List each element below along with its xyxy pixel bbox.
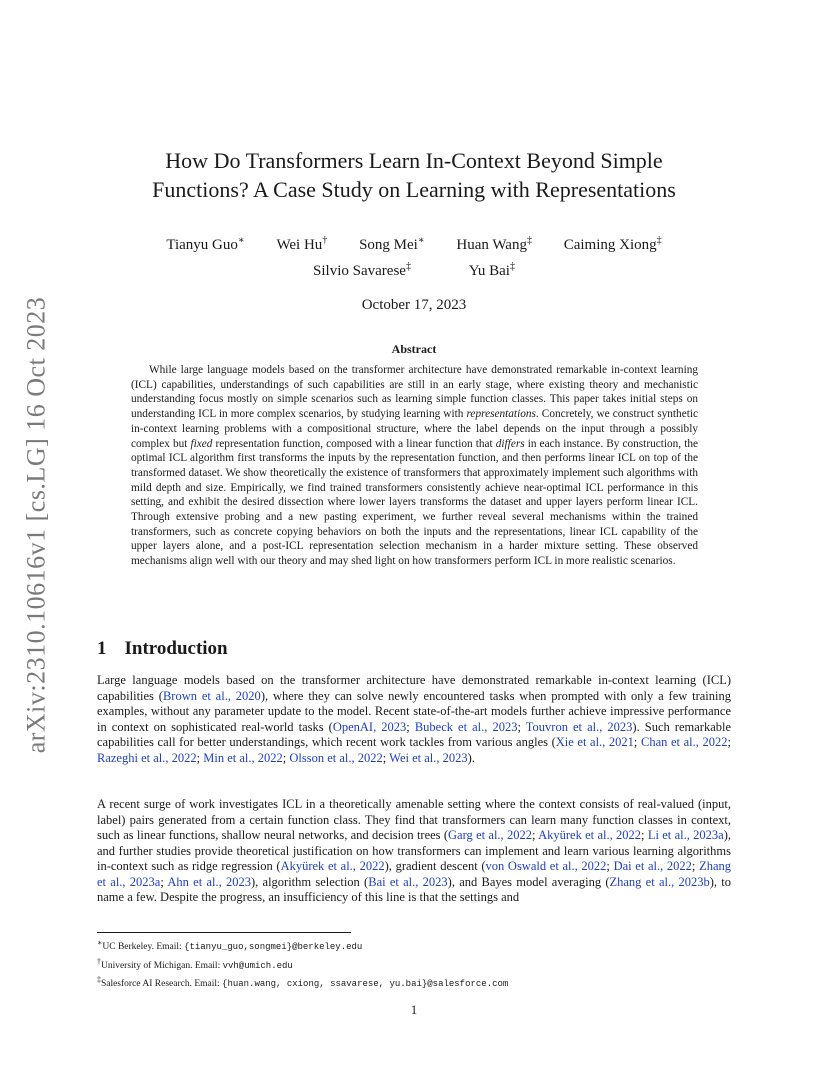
author: Silvio Savarese‡ xyxy=(313,261,411,279)
citation-link[interactable]: von Oswald et al., 2022 xyxy=(485,859,607,873)
intro-paragraph-2: A recent surge of work investigates ICL in a theoretically amenable setting where the context consists of real-valued (input, label) pairs generated from a certain function class. They find that transformers can learn many function classes in context, such as linear functions, shallow neural networks, and decision trees (Garg et al., 2022; Akyürek et al., 2022; Li et al., 2023a), and further studies provide theoretical justification on how transformers can implement and learn various learning algorithms in-context such as ridge regression (Akyürek et al., 2022), gradient descent (von Oswald et al., 2022; Dai et al., 2022; Zhang et al., 2023a; Ahn et al., 2023), algorithm selection (Bai et al., 2023), and Bayes model averaging (Zhang et al., 2023b), to name a few. Despite the progress, an insufficiency of this line is that the settings and xyxy=(97,797,732,904)
email-address: vvh@umich.edu xyxy=(222,960,293,971)
author: Huan Wang‡ xyxy=(456,235,532,253)
title-line-1: How Do Transformers Learn In-Context Beyond Simple xyxy=(165,148,663,173)
paper-title xyxy=(80,146,748,204)
author: Wei Hu† xyxy=(276,235,328,253)
citation-link[interactable]: Bai et al., 2023 xyxy=(368,874,448,889)
publication-date: October 17, 2023 xyxy=(361,297,467,313)
citation-link[interactable]: Zhang et al., 2023a xyxy=(97,859,732,889)
author-list-row-2 xyxy=(80,256,748,282)
intro-paragraph-1: Large language models based on the transformer architecture have demonstrated remarkable in-context learning (ICL) capabilities (Brown et al., 2020), where they can solve newly encountered tasks when prompted with only a few training examples, without any parameter update to the model. Recent state-of-the-art models further achieve impressive performance in context on sophisticated real-world tasks (OpenAI, 2023; Bubeck et al., 2023; Touvron et al., 2023). Such remarkable capabilities call for better understandings, which recent work tackles from various angles (Xie et al., 2021; Chan et al., 2022; Razeghi et al., 2022; Min et al., 2022; Olsson et al., 2022; Wei et al., 2023). xyxy=(97,673,732,765)
section-heading xyxy=(97,638,228,660)
email-address: {tianyu_guo,songmei}@berkeley.edu xyxy=(184,942,363,953)
citation-link[interactable]: Chan et al., 2022 xyxy=(641,735,728,749)
citation-link[interactable]: Ahn et al., 2023 xyxy=(167,874,251,889)
author: Song Mei∗ xyxy=(359,235,425,253)
citation-link[interactable]: Zhang et al., 2023b xyxy=(609,874,710,889)
author-list-row-1 xyxy=(80,230,748,256)
citation-link[interactable]: Olsson et al., 2022 xyxy=(289,750,383,765)
citation-link[interactable]: Razeghi et al., 2022 xyxy=(97,750,197,765)
author: Caiming Xiong‡ xyxy=(563,235,662,253)
citation-link[interactable]: Min et al., 2022 xyxy=(203,750,283,765)
footnotes xyxy=(97,936,737,992)
footnote-2: †University of Michigan. Email: vvh@umich.edu xyxy=(97,956,293,971)
footnote-divider xyxy=(97,932,351,933)
citation-link[interactable]: Wei et al., 2023 xyxy=(389,750,468,765)
author: Tianyu Guo∗ xyxy=(166,235,245,253)
citation-link[interactable]: Dai et al., 2022 xyxy=(613,859,692,873)
citation-link[interactable]: OpenAI, 2023 xyxy=(332,719,407,734)
citation-link[interactable]: Akyürek et al., 2022 xyxy=(538,828,642,842)
page-number: 1 xyxy=(410,1003,418,1017)
arxiv-identifier: arXiv:2310.10616v1 [cs.LG] 16 Oct 2023 xyxy=(21,296,51,754)
email-address: {huan.wang, cxiong, ssavarese, yu.bai}@salesforce.com xyxy=(222,979,509,990)
abstract-body: While large language models based on the transformer architecture have demonstrated remarkable in-context learning (ICL) capabilities, understandings of such capabilities are still in an early stage, where existing theory and mechanistic understanding focus mostly on simple scenarios such as learning simple function classes. This paper takes initial steps on understanding ICL in more complex scenarios, by studying learning with representations. Concretely, we construct synthetic in-context learning problems with a compositional structure, where the label depends on the input through a possibly complex but fixed representation function, composed with a linear function that differs in each instance. By construction, the optimal ICL algorithm first transforms the inputs by the representation function, and then performs linear ICL on top of the transformed dataset. We show theoretically the existence of transformers that approximately implement such algorithms with mild depth and size. Empirically, we find trained transformers consistently achieve near-optimal ICL performance in this setting, and exhibit the desired dissection where lower layers transforms the dataset and upper layers perform linear ICL. Through extensive probing and a new pasting experiment, we further reveal several mechanisms within the trained transformers, such as concrete copying behaviors on both the inputs and the representations, linear ICL capability of the upper layers alone, and a post-ICL representation selection mechanism in a harder mixture setting. These observed mechanisms align well with our theory and may shed light on how transformers perform ICL in more realistic scenarios. xyxy=(131,364,699,568)
section-number: 1 xyxy=(97,638,107,659)
abstract-heading: Abstract xyxy=(391,342,437,356)
citation-link[interactable]: Touvron et al., 2023 xyxy=(525,719,633,734)
citation-link[interactable]: Xie et al., 2021 xyxy=(555,735,634,749)
footnote-3: ‡Salesforce AI Research. Email: {huan.wang, cxiong, ssavarese, yu.bai}@salesforce.com xyxy=(97,975,509,990)
citation-link[interactable]: Garg et al., 2022 xyxy=(448,828,532,842)
title-line-2: Functions? A Case Study on Learning with Representations xyxy=(152,177,676,202)
author: Yu Bai‡ xyxy=(468,261,515,279)
citation-link[interactable]: Akyürek et al., 2022 xyxy=(280,859,385,873)
citation-link[interactable]: Bubeck et al., 2023 xyxy=(414,719,518,734)
footnote-1: ∗UC Berkeley. Email: {tianyu_guo,songmei}@berkeley.edu xyxy=(97,938,363,953)
section-title: Introduction xyxy=(124,638,228,659)
citation-link[interactable]: Brown et al., 2020 xyxy=(162,688,261,703)
arxiv-identifier-sidebar xyxy=(22,290,50,760)
citation-link[interactable]: Li et al., 2023a xyxy=(647,828,724,842)
